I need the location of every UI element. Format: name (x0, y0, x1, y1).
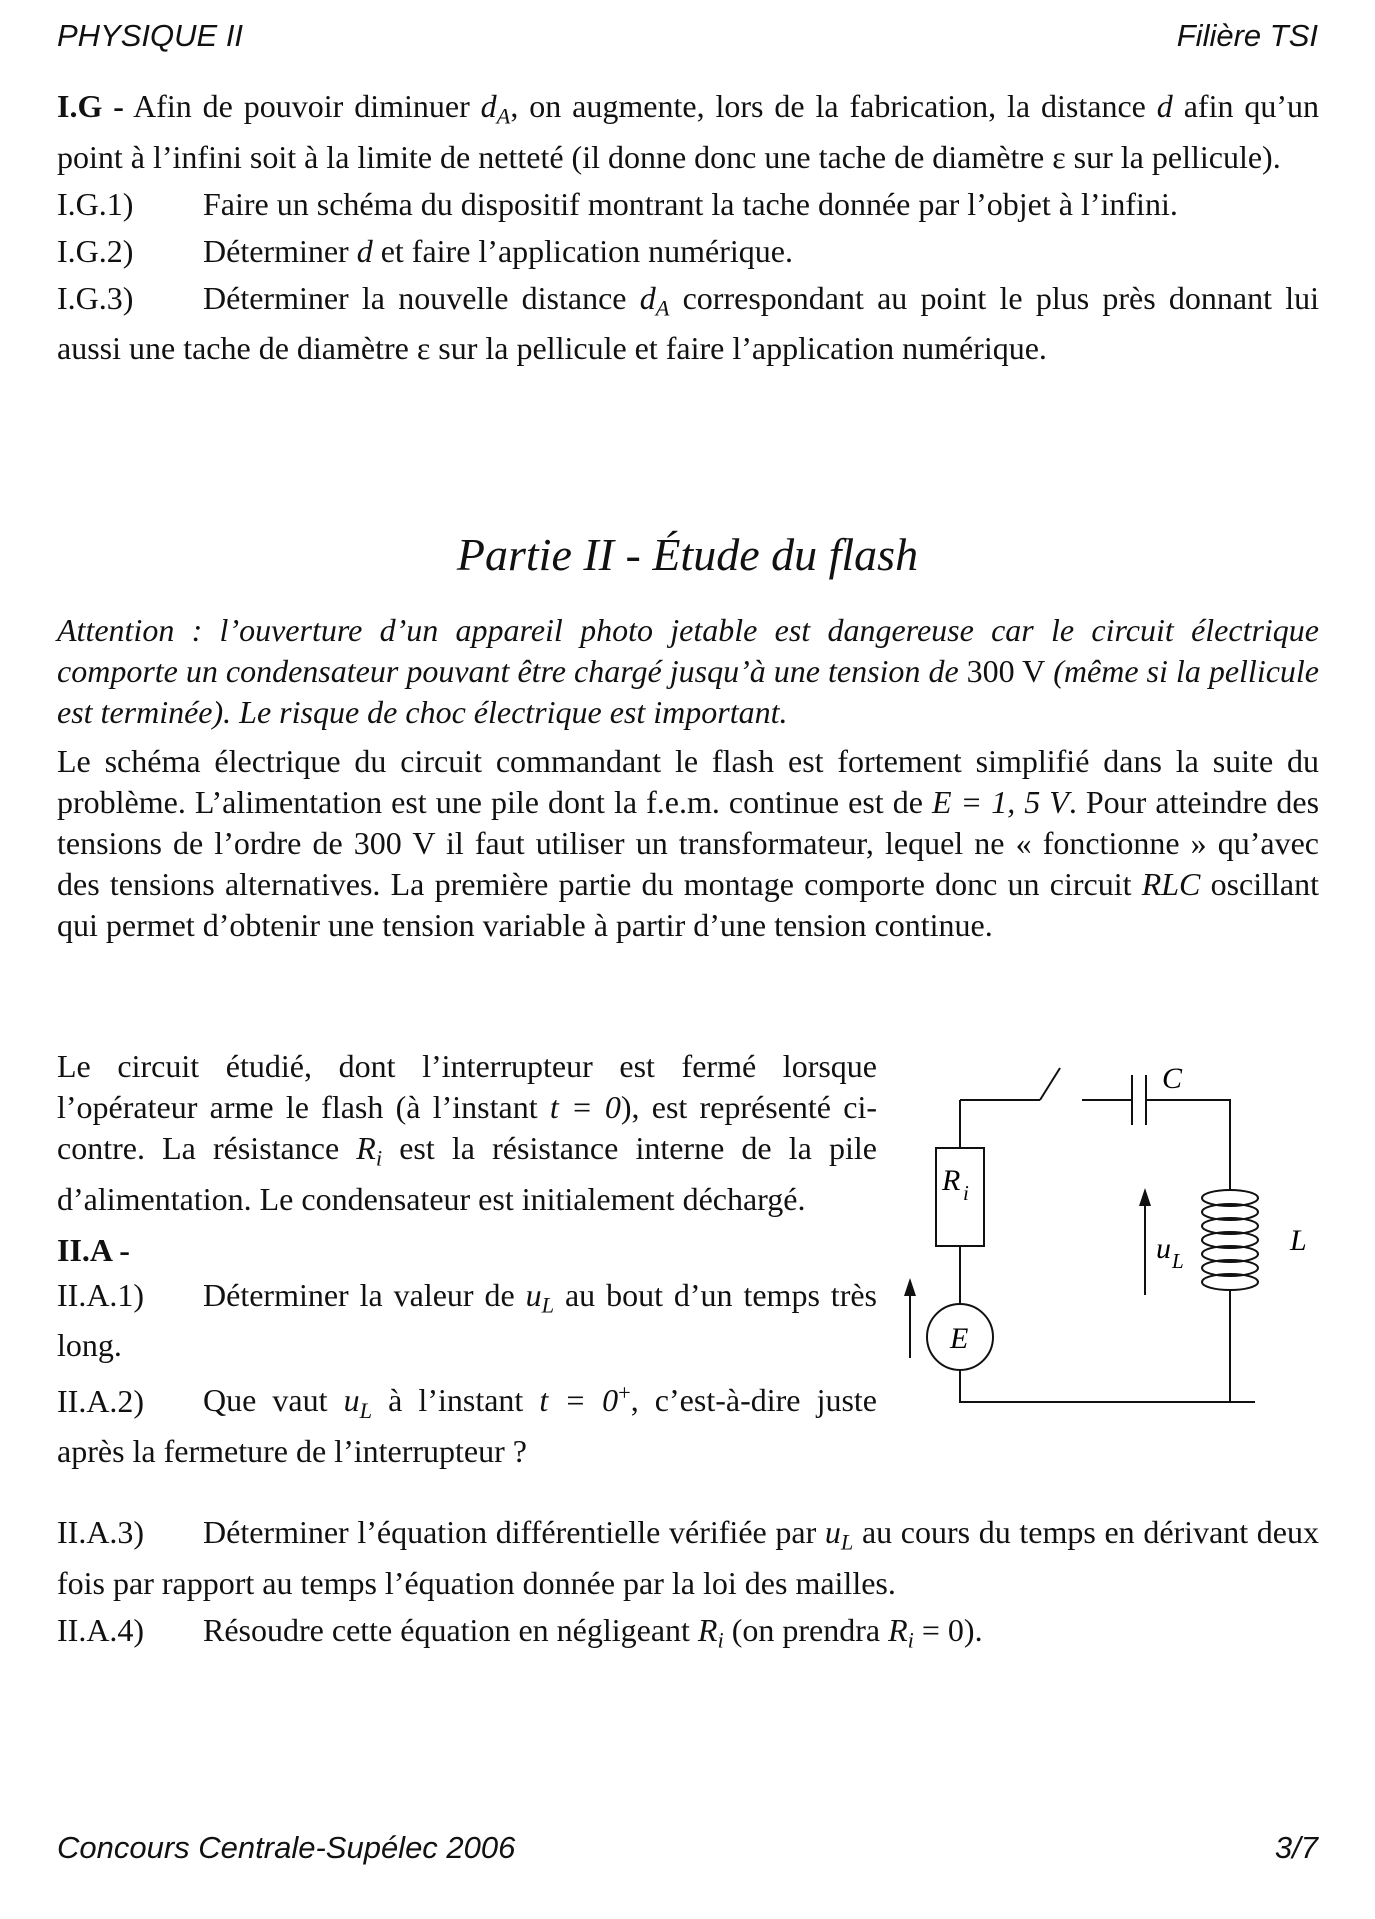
label-R: R (942, 1164, 961, 1197)
question-ig3 (57, 278, 1319, 370)
var-R: R (697, 1611, 718, 1648)
var-R-sub: i (907, 1627, 914, 1653)
label-R-sub: i (963, 1181, 969, 1205)
equation-E: E = 1, 5 V (931, 784, 1069, 820)
voltage-300: 300 V (353, 825, 435, 861)
question-text: Résoudre cette équation en négligeant (203, 1611, 698, 1648)
ig-text-4: sur la pellicule). (1065, 138, 1281, 175)
question-ig1 (57, 184, 1319, 225)
ig-label: I.G - (57, 88, 124, 124)
question-text: Déterminer la valeur de (203, 1276, 526, 1313)
var-u-sub: L (541, 1292, 555, 1318)
question-text: Faire un schéma du dispositif montrant la tache donnée par l’objet à l’infini. (203, 185, 1178, 222)
question-number: I.G.3) (57, 279, 134, 316)
var-u: u (525, 1276, 542, 1313)
wire-top-right (1146, 1100, 1230, 1182)
ig-text-2: , on augmente, lors de la fabrication, la distance (510, 88, 1157, 124)
question-text: au cours du temps en dérivant deux fois par rapport au temps l’équation donnée par la loi des mailles. (57, 1514, 1319, 1601)
warning-text: Attention : l’ouverture d’un appareil photo jetable est dangereuse car le circuit électrique comporte un condensateur pouvant être chargé jusqu’à une tension de (57, 612, 1319, 689)
footer-contest: Concours Centrale-Supélec 2006 (57, 1830, 516, 1865)
var-u: u (824, 1514, 841, 1550)
label-u: u (1156, 1232, 1171, 1265)
var-dA: d (639, 279, 656, 316)
question-iia2 (57, 1372, 877, 1472)
question-text: correspondant au point le plus près donnant lui aussi une tache de diamètre (57, 279, 1320, 367)
arrow-E-head (904, 1278, 916, 1296)
inductor-L (1202, 1182, 1258, 1320)
var-d: d (356, 232, 373, 269)
var-u-sub: L (359, 1398, 373, 1424)
var-R: R (356, 1130, 376, 1166)
label-E: E (950, 1322, 969, 1355)
question-iia3 (57, 1512, 1319, 1604)
label-L: L (1290, 1224, 1307, 1257)
circuit-diagram (900, 1050, 1330, 1430)
paragraph-text: ), est représenté ci-contre. La résistance (57, 1089, 877, 1166)
question-text: au bout d’un temps très long. (57, 1276, 878, 1364)
var-RLC: RLC (1141, 866, 1201, 902)
var-dA-sub: A (496, 103, 511, 129)
question-number: II.A.4) (57, 1611, 145, 1648)
circuit-paragraph (57, 1046, 877, 1220)
question-number: I.G.2) (57, 232, 134, 269)
question-text: , c’est-à-dire juste après la fermeture de l’interrupteur ? (57, 1382, 878, 1470)
question-text: (on prendra (723, 1611, 889, 1648)
equation-t0: t = 0 (539, 1382, 619, 1419)
wire-bottom (960, 1320, 1230, 1402)
label-u-sub: L (1172, 1249, 1184, 1273)
ig-text-1: Afin de pouvoir diminuer (123, 88, 481, 124)
header-subject: PHYSIQUE II (57, 18, 244, 53)
part-title: Partie II - Étude du flash (456, 529, 919, 580)
question-ig2 (57, 231, 1319, 272)
warning-paragraph (57, 610, 1319, 733)
paragraph-text: oscillant qui permet d’obtenir une tension variable à partir d’une tension continue. (57, 866, 1320, 943)
question-text: et faire l’application numérique. (372, 232, 793, 269)
switch-blade (1040, 1068, 1060, 1100)
var-dA-sub: A (655, 295, 670, 321)
question-iia1 (57, 1275, 877, 1367)
question-text: sur la pellicule et faire l’application numérique. (430, 330, 1047, 367)
section-iia-rest (57, 1512, 1319, 1660)
var-dA: d (480, 88, 497, 124)
ig-intro (57, 86, 1319, 178)
question-number: II.A.3) (57, 1514, 145, 1550)
question-text: Que vaut (203, 1382, 344, 1419)
question-number: II.A.2) (57, 1382, 145, 1419)
label-C: C (1162, 1062, 1183, 1095)
plus-sup: + (618, 1380, 631, 1406)
iia-label: II.A - (57, 1231, 130, 1268)
equation-zero: = 0 (913, 1611, 964, 1648)
var-d: d (1156, 88, 1173, 124)
equation-t0: t = 0 (549, 1089, 621, 1125)
intro-paragraph (57, 741, 1319, 946)
var-u-sub: L (840, 1529, 854, 1555)
paragraph-text: Le schéma électrique du circuit commandant le flash est fortement simplifié dans la suite du problème. L’alimentation est une pile dont la f.e.m. continue est de (57, 743, 1319, 820)
arrow-uL-head (1139, 1188, 1151, 1206)
question-text: Déterminer la nouvelle distance (203, 279, 640, 316)
paragraph-text: est la résistance interne de la pile d’alimentation. Le condensateur est initialement déchargé. (57, 1130, 878, 1217)
question-number: II.A.1) (57, 1276, 145, 1313)
header-filiere: Filière TSI (1176, 18, 1318, 53)
question-text: ). (963, 1611, 983, 1648)
section-part2 (57, 610, 1319, 946)
footer-page-number: 3/7 (1274, 1830, 1318, 1865)
question-number: I.G.1) (57, 185, 134, 222)
resistor-Ri (936, 1148, 984, 1246)
paragraph-text: il faut utiliser un transformateur, lequel ne « fonctionne » qu’avec des tensions alternatives. La première partie du montage comporte donc un circuit (57, 825, 1320, 902)
var-R-sub: i (375, 1145, 383, 1171)
paragraph-text: Le circuit étudié, dont l’interrupteur est fermé lorsque l’opérateur arme le flash (à l’instant (57, 1048, 877, 1125)
var-epsilon: ε (416, 330, 431, 367)
var-u: u (343, 1382, 360, 1419)
var-epsilon: ε (1052, 138, 1066, 175)
var-R: R (888, 1611, 908, 1648)
warning-voltage: 300 V (966, 653, 1046, 689)
var-R-sub: i (717, 1627, 724, 1653)
ig-text-3: afin qu’un point à l’infini soit à la limite de netteté (il donne donc une tache de diamètre (57, 88, 1320, 175)
question-text: Déterminer (203, 232, 357, 269)
paragraph-text: . Pour atteindre des tensions de l’ordre de (57, 784, 1320, 861)
question-text: à l’instant (372, 1382, 540, 1419)
warning-text: (même si la pellicule est terminée). Le risque de choc électrique est important. (57, 653, 1320, 730)
section-ig (57, 86, 1319, 369)
section-circuit-text (57, 1046, 877, 1472)
question-iia4 (57, 1610, 1319, 1661)
question-text: Déterminer l’équation différentielle vérifiée par (203, 1514, 825, 1550)
